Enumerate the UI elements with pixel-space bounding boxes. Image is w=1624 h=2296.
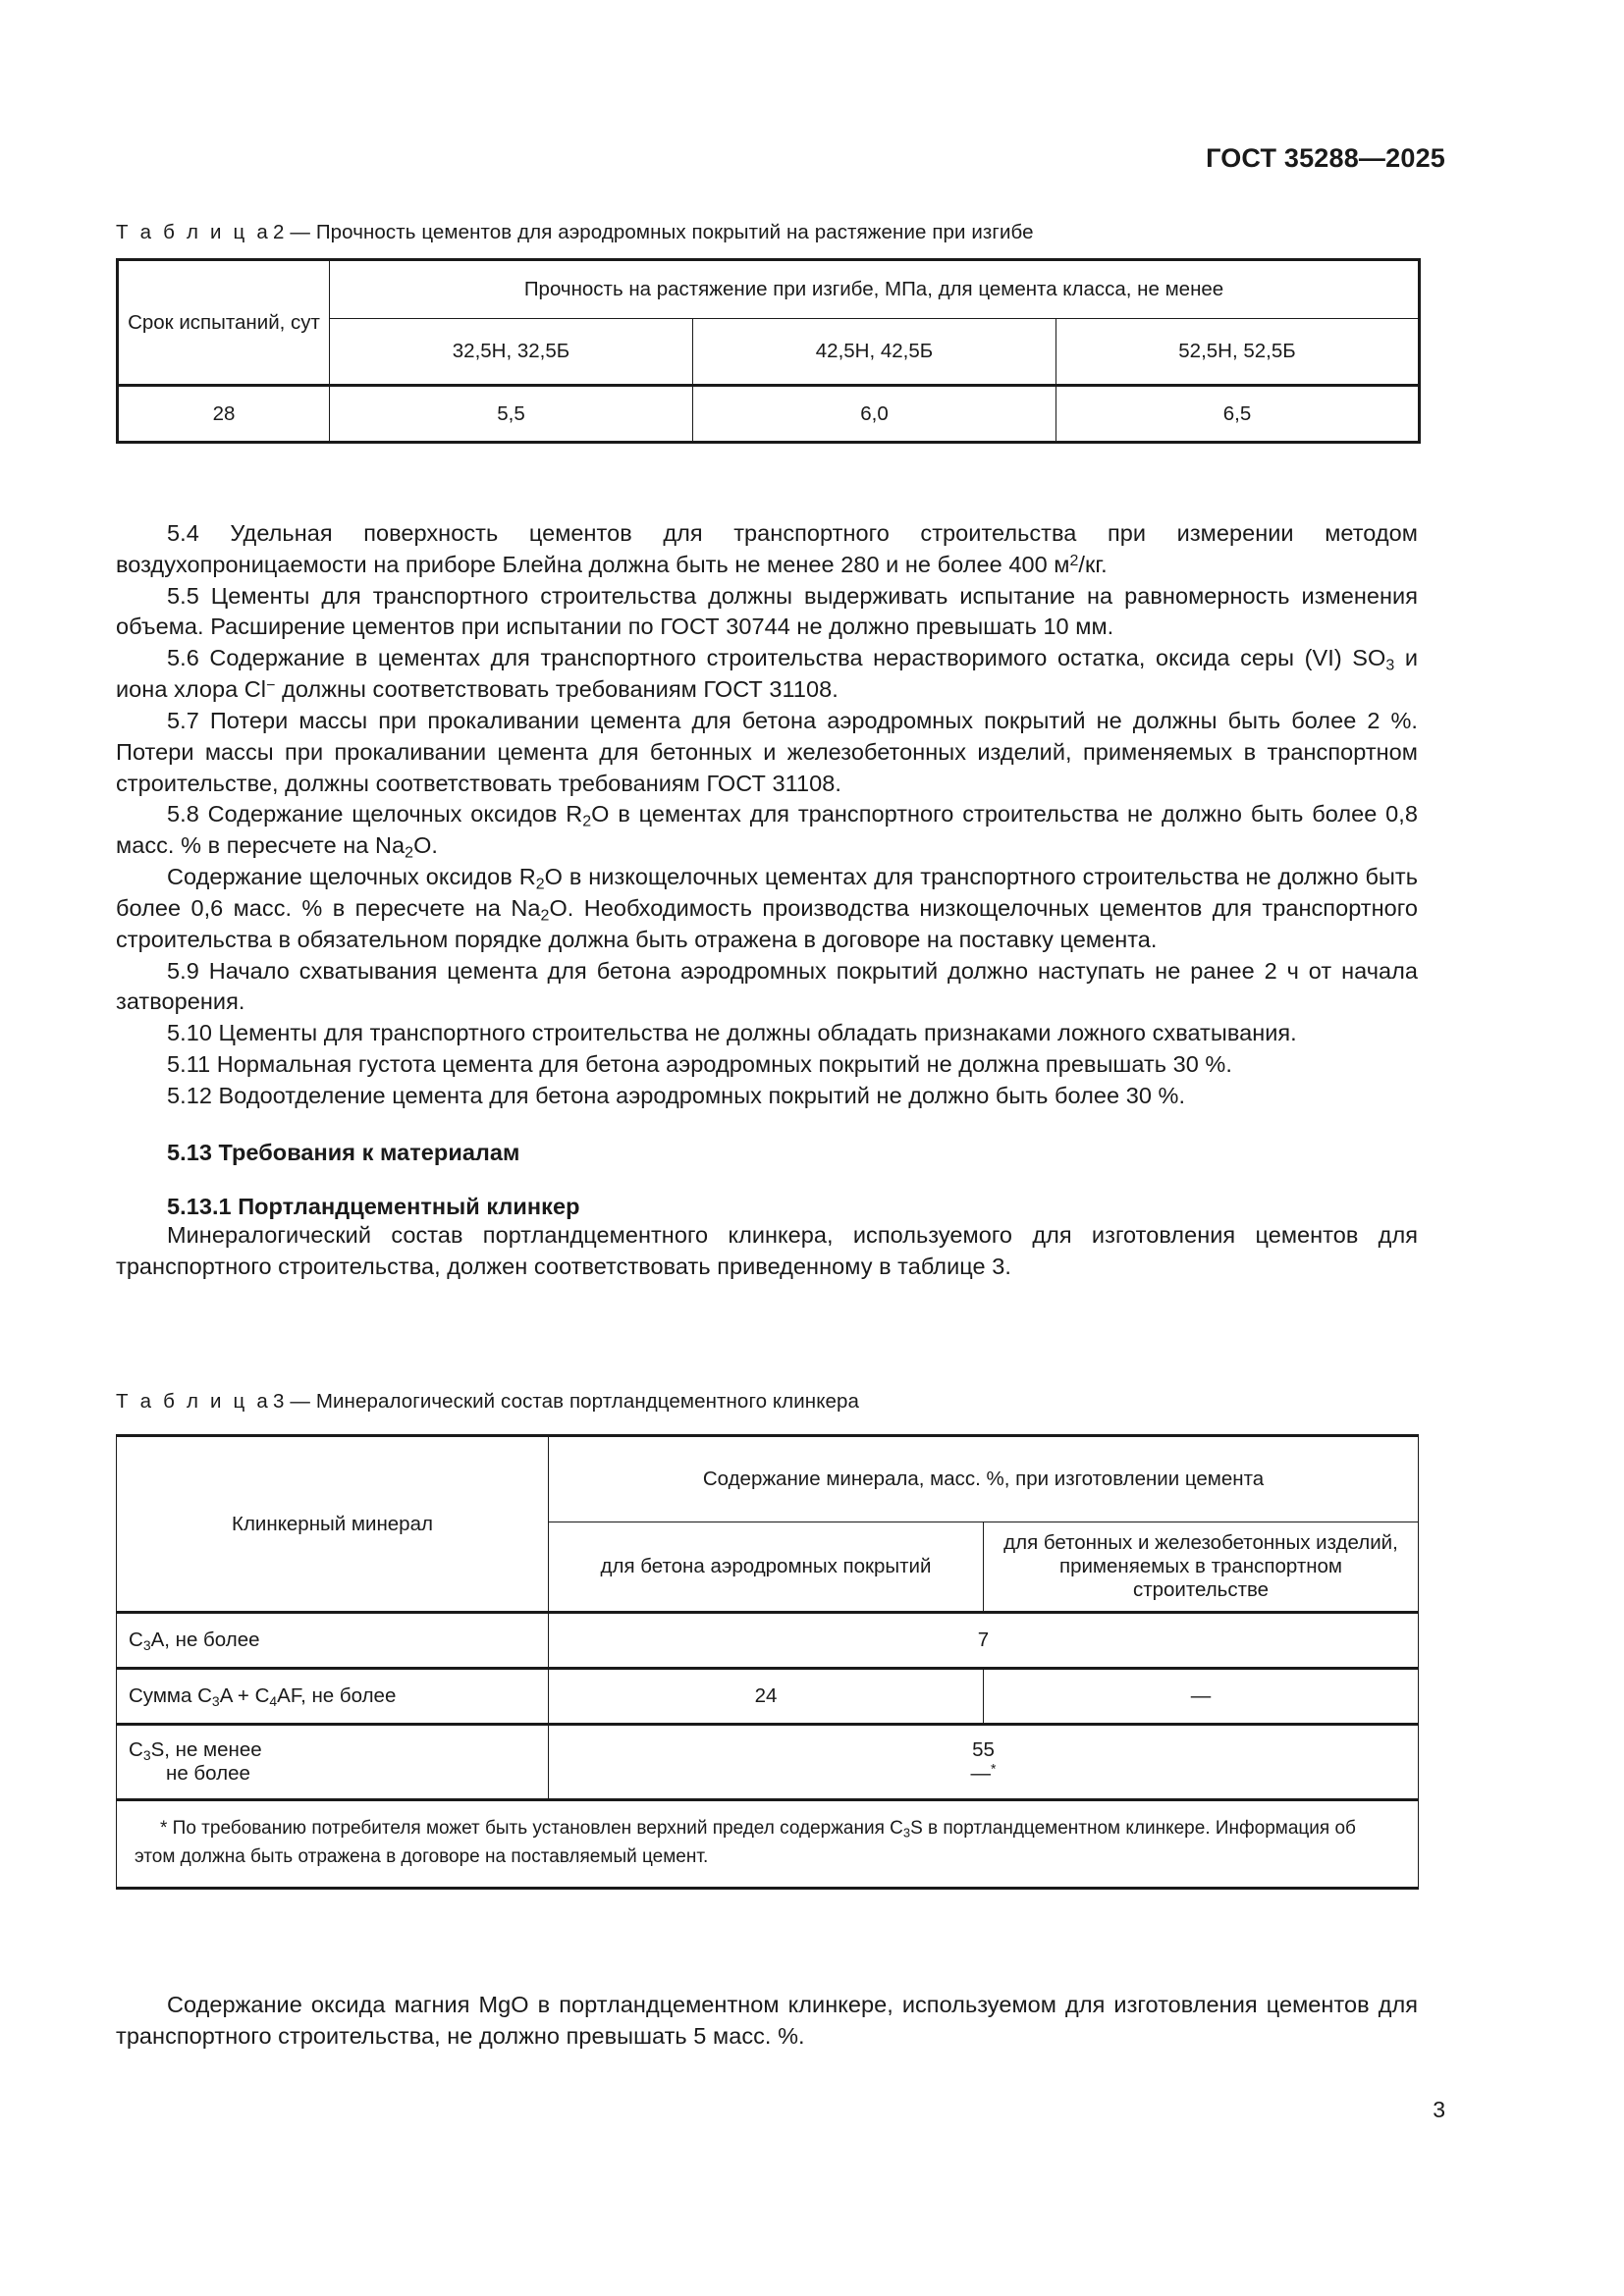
table3-footnote-sub: 3 [902,1825,911,1841]
table3-mineral-1-sub2: 4 [269,1692,278,1709]
paragraph-mgo: Содержание оксида магния MgO в портландцементном клинкере, используемом для изготовления цементов для транспортного строительства, не должно превышать 5 масс. %. [116,1992,1418,2049]
table3-mineral-0 [117,1613,549,1669]
paragraph-5-8-continued [116,862,1418,955]
table2-class-header-0: 32,5Н, 32,5Б [330,319,693,386]
table2-caption-dash: — [290,221,311,243]
paragraph-5-8b-part-c: O. Необходимость производства низкощелочных цементов для транспортного строительства в обязательном порядке должна быть отражена в договоре на поставку цемента. [116,894,1418,952]
table3-span-header: Содержание минерала, масс. %, при изготовлении цемента [549,1436,1419,1522]
paragraph-5-11: 5.11 Нормальная густота цемента для бетона аэродромных покрытий не должна превышать 30 %. [167,1051,1232,1078]
page-header-standard-number: ГОСТ 35288—2025 [1206,143,1445,173]
table3-caption-number: 3 [273,1390,285,1413]
paragraph-5-4-superscript: 2 [1069,552,1079,569]
table3-caption-dash: — [290,1390,311,1413]
table3-mineral-1-post: A + C [219,1684,270,1707]
table3-mineral-0-sub: 3 [142,1636,151,1653]
paragraph-5-6 [116,643,1418,706]
table-row [117,1725,1419,1800]
paragraph-5-6-sup: − [266,676,276,694]
paragraph-5-8-part-c: O. [413,832,438,859]
table3-footnote-part-b: S в портландцементном клинкере. Информация об этом должна быть отражена в договоре на поставляемый цемент. [135,1818,1356,1868]
table3-mineral-1 [117,1669,549,1725]
table3-value-2-line2-marker: * [991,1760,997,1777]
table2-cell-value-1: 6,0 [693,386,1056,443]
table2-class-header-1: 42,5Н, 42,5Б [693,319,1056,386]
paragraph-5-6-sub: 3 [1385,657,1395,674]
table3-caption-label: Т а б л и ц а [116,1390,271,1413]
paragraph-5-8b-sub-1: 2 [535,876,545,893]
table3-value-2-line2 [557,1762,1410,1786]
paragraph-5-6-part-a: 5.6 Содержание в цементах для транспортного строительства нерастворимого остатка, оксида серы (VI) SO [167,645,1386,671]
table3-col1-header: Клинкерный минерал [117,1436,549,1613]
table3-value-2-span [549,1725,1419,1800]
table3-value-1-a: 24 [549,1669,984,1725]
table2-caption [116,221,1418,244]
table3-value-0-span: 7 [549,1613,1419,1669]
table2-caption-label: Т а б л и ц а [116,221,271,243]
table2-class-header-2: 52,5Н, 52,5Б [1056,319,1420,386]
heading-5-13-1: 5.13.1 Портландцементный клинкер [167,1193,580,1219]
table2-span-header: Прочность на растяжение при изгибе, МПа, для цемента класса, не менее [330,260,1420,319]
table3-mineral-2-sub: 3 [142,1746,151,1763]
paragraph-5-7: 5.7 Потери массы при прокаливании цемента для бетона аэродромных покрытий не должны быть более 2 %. Потери массы при прокаливании цемента для бетонных и железобетонных изделий, применяемых в транспортном строительстве, должны соответствовать требованиям ГОСТ 31108. [116,707,1418,796]
table2-caption-number: 2 [273,221,285,243]
table3-value-1-b: — [984,1669,1419,1725]
table3-mineral-2-pre: C [129,1738,143,1761]
paragraph-5-10: 5.10 Цементы для транспортного строительства не должны обладать признаками ложного схватывания. [167,1020,1297,1046]
table3 [116,1434,1419,1890]
table3-mineral-2-line2: не более [166,1762,250,1785]
table3-mineral-2-line1 [129,1738,540,1762]
table2-cell-age: 28 [118,386,330,443]
table3-footnote-marker: * [160,1818,168,1839]
table3-mineral-1-pre: Сумма C [129,1684,212,1707]
table2-cell-value-0: 5,5 [330,386,693,443]
paragraph-5-8-part-a: 5.8 Содержание щелочных оксидов R [167,801,583,828]
table-row [118,386,1420,443]
table3-footnote-row [117,1800,1419,1889]
table3-mineral-2 [117,1725,549,1800]
paragraph-5-8-sub-1: 2 [582,813,592,830]
paragraph-5-8-part-b: O в цементах для транспортного строительства не должно быть более 0,8 масс. % в пересчете на Na [116,801,1418,859]
paragraph-5-8 [116,799,1418,862]
table3-mineral-0-post: A, не более [150,1629,260,1651]
table2-block [116,221,1418,444]
table-row [117,1669,1419,1725]
paragraph-5-8b-part-b: O в низкощелочных цементах для транспортного строительства не должно быть более 0,6 масс. % в пересчете на Na [116,864,1419,921]
table3-block [116,1434,1418,1890]
table3-mineral-1-post2: AF, не более [277,1684,397,1707]
table-row [117,1613,1419,1669]
table2-caption-text: Прочность цементов для аэродромных покрытий на растяжение при изгибе [315,221,1034,243]
paragraph-5-12: 5.12 Водоотделение цемента для бетона аэродромных покрытий не должно быть более 30 %. [167,1082,1186,1108]
heading-5-13: 5.13 Требования к материалам [167,1139,520,1165]
table3-sub-header-1: для бетонных и железобетонных изделий, применяемых в транспортном строительстве [984,1522,1419,1613]
paragraph-5-8b-sub-2: 2 [540,907,550,925]
body-text-block-2 [116,1990,1418,2053]
body-text-block-1 [116,518,1418,1282]
paragraph-5-6-part-b: и иона хлора Cl [116,645,1418,703]
table3-mineral-1-sub: 3 [211,1692,220,1709]
paragraph-5-9: 5.9 Начало схватывания цемента для бетона аэродромных покрытий должно наступать не ранее 2 ч от начала затворения. [116,957,1418,1015]
table3-footnote [117,1800,1419,1889]
table3-mineral-0-pre: C [129,1629,143,1651]
table3-value-2-line2-dash: — [970,1762,992,1785]
paragraph-5-5: 5.5 Цементы для транспортного строительства должны выдерживать испытание на равномерность изменения объема. Расширение цементов при испытании по ГОСТ 30744 не должно превышать 10 мм. [116,582,1418,640]
paragraph-5-6-part-c: должны соответствовать требованиям ГОСТ 31108. [275,676,839,703]
table3-mineral-2-post: S, не менее [150,1738,262,1761]
table3-header-row-1 [117,1436,1419,1522]
table3-caption [116,1390,1418,1414]
paragraph-5-4-text: 5.4 Удельная поверхность цементов для транспортного строительства при измерении методом воздухопроницаемости на приборе Блейна должна быть не менее 280 и не более 400 м [116,520,1418,577]
table3-footnote-part-a: По требованию потребителя может быть установлен верхний предел содержания C [167,1818,903,1839]
paragraph-5-8b-part-a: Содержание щелочных оксидов R [167,864,536,890]
table3-caption-text: Минералогический состав портландцементного клинкера [315,1390,859,1413]
table3-sub-header-0: для бетона аэродромных покрытий [549,1522,984,1613]
page-number: 3 [1433,2097,1445,2122]
paragraph-5-4-tail: /кг. [1078,551,1108,577]
table3-caption-block [116,1390,1418,1427]
paragraph-5-13-1-text: Минералогический состав портландцементного клинкера, используемого для изготовления цементов для транспортного строительства, должен соответствовать приведенному в таблице 3. [116,1221,1418,1279]
table2-col1-header: Срок испытаний, сут [118,260,330,386]
table2-header-row-1 [118,260,1420,319]
paragraph-5-8-sub-2: 2 [405,844,414,862]
table2 [116,258,1421,444]
table2-cell-value-2: 6,5 [1056,386,1420,443]
paragraph-5-4 [116,518,1418,581]
table3-value-2-line1: 55 [972,1738,995,1761]
